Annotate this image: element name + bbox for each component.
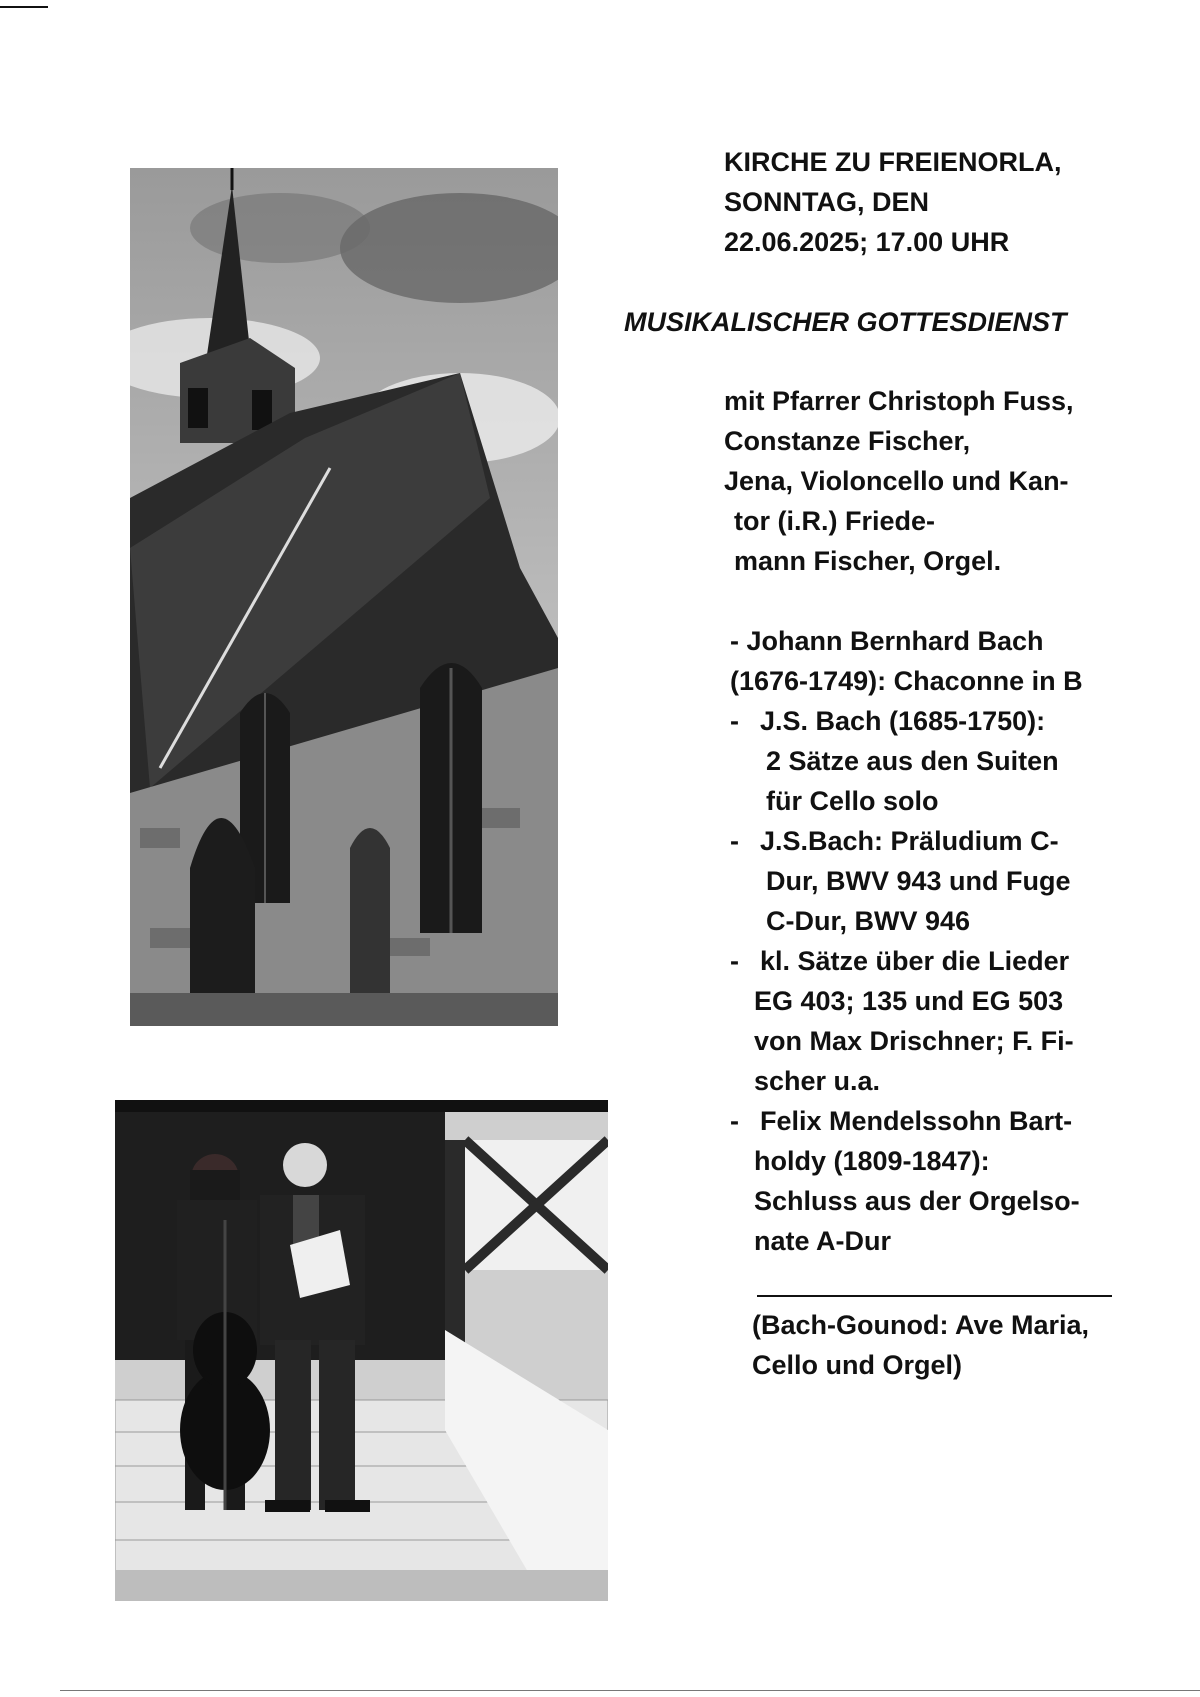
scan-edge-line <box>60 1690 1200 1691</box>
header-date-time: 22.06.2025; 17.00 UHR <box>724 227 1010 257</box>
encore-line: Cello und Orgel) <box>752 1350 963 1380</box>
performers <box>724 381 1074 581</box>
scan-mark <box>0 6 48 8</box>
performer-line: mit Pfarrer Christoph Fuss, <box>724 386 1074 416</box>
encore-line: (Bach-Gounod: Ave Maria, <box>752 1310 1090 1340</box>
divider-line <box>757 1295 1112 1297</box>
performer-line: tor (i.R.) Friede- <box>734 506 935 536</box>
header-location: KIRCHE ZU FREIENORLA, <box>724 147 1062 177</box>
event-header <box>724 142 1062 262</box>
header-day: SONNTAG, DEN <box>724 187 930 217</box>
service-title: MUSIKALISCHER GOTTESDIENST <box>624 307 1067 337</box>
performer-line: Jena, Violoncello und Kan- <box>724 466 1069 496</box>
encore-note <box>752 1305 1089 1385</box>
church-photo <box>130 168 558 1026</box>
performer-line: Constanze Fischer, <box>724 426 971 456</box>
musicians-photo <box>115 1100 608 1601</box>
performer-line: mann Fischer, Orgel. <box>734 546 1002 576</box>
